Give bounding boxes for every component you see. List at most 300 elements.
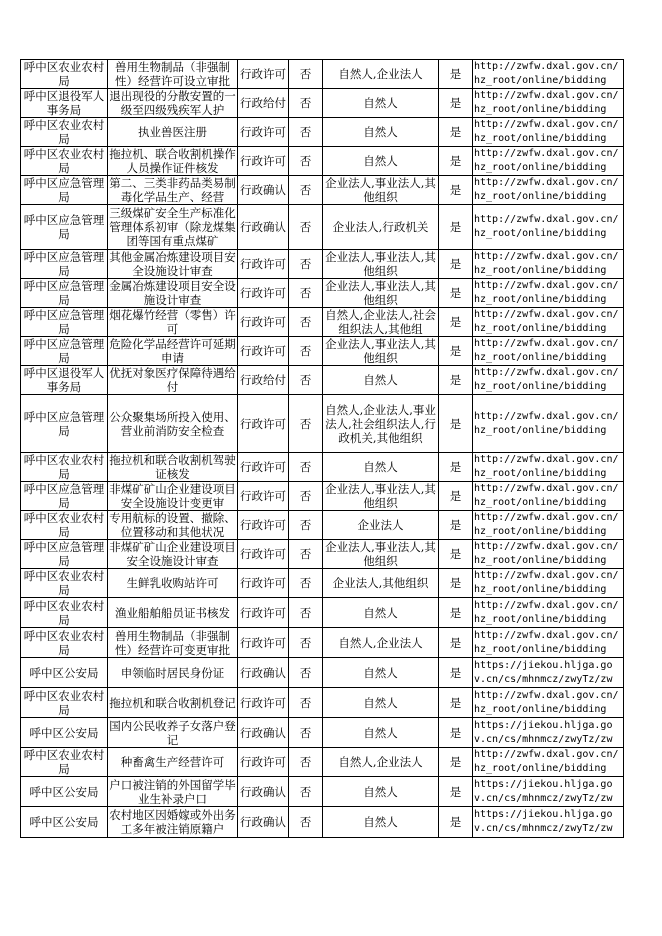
department-cell-text: 呼中区公安局 [29,784,99,799]
service-subject-cell-text: 企业法人,事业法人,其他组织 [325,540,436,568]
department-cell [21,807,108,838]
service-subject-cell [323,366,439,395]
link-cell-text: http://zwfw.dxal.gov.cn/hz_root/online/bidding [474,541,619,566]
service-item-cell [108,279,238,308]
department-cell-text: 呼中区应急管理局 [23,482,105,510]
online-cell-text: 是 [449,755,462,769]
service-subject-cell-text: 自然人 [363,460,398,474]
flag-cell [289,366,323,395]
link-cell[interactable] [473,718,624,748]
link-cell[interactable] [473,453,624,482]
flag-cell [289,176,323,205]
department-cell-text: 呼中区农业农村局 [23,60,105,88]
service-type-cell [238,569,289,598]
service-item-cell [108,540,238,569]
table-row [21,89,624,118]
flag-cell [289,807,323,838]
flag-cell [289,569,323,598]
service-type-cell [238,176,289,205]
service-type-cell-text: 行政许可 [240,460,286,474]
online-cell-text: 是 [449,183,462,197]
service-type-cell [238,118,289,147]
online-cell [439,176,473,205]
service-subject-cell [323,569,439,598]
flag-cell [289,598,323,628]
online-cell [439,628,473,658]
department-cell-text: 呼中区农业农村局 [23,628,105,657]
department-cell [21,598,108,628]
flag-cell-text: 否 [299,665,312,680]
online-cell [439,807,473,838]
online-cell-text: 是 [449,547,462,561]
online-cell [439,60,473,89]
service-subject-cell-text: 自然人 [363,784,398,799]
flag-cell-text: 否 [299,373,312,387]
link-cell[interactable] [473,598,624,628]
service-item-cell-text: 渔业船舶船员证书核发 [115,605,230,620]
flag-cell [289,395,323,453]
service-item-cell [108,569,238,598]
service-item-cell [108,658,238,688]
online-cell-text: 是 [449,315,462,329]
service-item-cell-text: 农村地区因婚嫁或外出务工多年被注销原籍户 [109,808,236,836]
service-item-cell [108,366,238,395]
online-cell-text: 是 [449,257,462,271]
service-type-cell [238,453,289,482]
service-type-cell-text: 行政许可 [240,67,286,81]
flag-cell-text: 否 [299,286,312,300]
flag-cell-text: 否 [299,416,312,431]
service-subject-cell-text: 自然人,企业法人 [338,635,423,650]
department-cell [21,279,108,308]
online-cell-text: 是 [449,695,462,710]
service-subject-cell [323,308,439,337]
table-row [21,511,624,540]
link-cell[interactable] [473,118,624,147]
service-subject-cell [323,60,439,89]
department-cell-text: 呼中区应急管理局 [23,337,105,365]
service-type-cell [238,279,289,308]
department-cell [21,250,108,279]
link-cell-text: https://jiekou.hljga.gov.cn/cs/mhnmcz/zwyTz/zw [474,809,613,834]
service-type-cell [238,205,289,250]
service-type-cell-text: 行政确认 [240,220,286,234]
service-item-cell [108,147,238,176]
service-subject-cell-text: 自然人 [363,605,398,620]
link-cell-text: http://zwfw.dxal.gov.cn/hz_root/online/bidding [474,90,619,115]
table-row [21,118,624,147]
table-row [21,482,624,511]
service-subject-cell [323,205,439,250]
department-cell [21,569,108,598]
online-cell-text: 是 [449,220,462,234]
department-cell-text: 呼中区应急管理局 [23,540,105,568]
table-row [21,807,624,838]
service-type-cell-text: 行政许可 [240,416,286,431]
service-type-cell [238,748,289,777]
service-subject-cell-text: 企业法人,行政机关 [332,220,429,234]
link-cell[interactable] [473,569,624,598]
service-item-cell [108,118,238,147]
link-cell-text: http://zwfw.dxal.gov.cn/hz_root/online/bidding [474,483,619,508]
flag-cell [289,688,323,718]
link-cell[interactable] [473,308,624,337]
service-item-cell-text: 烟花爆竹经营（零售）许可 [109,308,236,336]
flag-cell [289,748,323,777]
service-type-cell [238,337,289,366]
online-cell [439,718,473,748]
service-subject-cell-text: 自然人,企业法人 [338,67,423,81]
table-row [21,540,624,569]
link-cell[interactable] [473,628,624,658]
online-cell [439,453,473,482]
flag-cell-text: 否 [299,489,312,503]
department-cell-text: 呼中区农业农村局 [23,511,105,539]
service-item-cell-text: 户口被注销的外国留学毕业生补录户口 [109,777,236,806]
link-cell[interactable] [473,250,624,279]
flag-cell [289,718,323,748]
link-cell[interactable] [473,60,624,89]
service-type-cell-text: 行政确认 [240,725,286,740]
service-type-cell-text: 行政确认 [240,665,286,680]
department-cell [21,453,108,482]
service-item-cell-text: 非煤矿矿山企业建设项目安全设施设计变更审 [109,482,236,510]
department-cell-text: 呼中区应急管理局 [23,409,105,438]
service-subject-cell [323,718,439,748]
service-item-cell-text: 三级煤矿安全生产标准化管理体系初审（除龙煤集团等国有重点煤矿 [109,206,236,248]
department-cell [21,89,108,118]
department-cell [21,688,108,718]
department-cell-text: 呼中区农业农村局 [23,569,105,597]
flag-cell-text: 否 [299,96,312,110]
flag-cell-text: 否 [299,576,312,590]
department-cell-text: 呼中区农业农村局 [23,598,105,627]
online-cell-text: 是 [449,576,462,590]
service-type-cell [238,308,289,337]
service-type-cell [238,807,289,838]
link-cell[interactable] [473,658,624,688]
service-item-cell [108,511,238,540]
department-cell-text: 呼中区应急管理局 [23,279,105,307]
flag-cell [289,511,323,540]
flag-cell [289,482,323,511]
service-subject-cell [323,395,439,453]
online-cell [439,598,473,628]
service-item-cell-text: 其他金属冶炼建设项目安全设施设计审查 [109,250,236,278]
table-row [21,250,624,279]
service-item-cell-text: 第二、三类非药品类易制毒化学品生产、经营 [109,176,236,204]
service-type-cell-text: 行政许可 [240,547,286,561]
service-subject-cell [323,176,439,205]
service-item-cell [108,453,238,482]
flag-cell-text: 否 [299,695,312,710]
flag-cell-text: 否 [299,154,312,168]
service-item-cell [108,777,238,807]
link-cell-text: https://jiekou.hljga.gov.cn/cs/mhnmcz/zwyTz/zw [474,659,613,685]
service-subject-cell-text: 企业法人,事业法人,其他组织 [325,482,436,510]
link-cell-text: http://zwfw.dxal.gov.cn/hz_root/online/bidding [474,119,619,144]
service-subject-cell [323,777,439,807]
online-cell-text: 是 [449,416,462,431]
online-cell [439,279,473,308]
service-type-cell-text: 行政许可 [240,576,286,590]
department-cell [21,147,108,176]
online-cell [439,147,473,176]
flag-cell [289,118,323,147]
department-cell-text: 呼中区公安局 [29,815,99,829]
table-row [21,628,624,658]
table-row [21,688,624,718]
service-item-cell [108,176,238,205]
department-cell [21,337,108,366]
service-subject-cell [323,482,439,511]
service-type-cell [238,658,289,688]
online-cell [439,482,473,511]
service-type-cell [238,89,289,118]
service-item-cell-text: 拖拉机、联合收割机操作人员操作证件核发 [109,147,236,175]
service-type-cell [238,366,289,395]
flag-cell [289,337,323,366]
department-cell [21,366,108,395]
service-type-cell [238,628,289,658]
online-cell [439,511,473,540]
online-cell-text: 是 [449,518,462,532]
link-cell[interactable] [473,337,624,366]
service-subject-cell-text: 企业法人,事业法人,其他组织 [325,337,436,365]
flag-cell-text: 否 [299,220,312,234]
service-type-cell-text: 行政确认 [240,183,286,197]
service-subject-cell [323,807,439,838]
online-cell [439,366,473,395]
link-cell[interactable] [473,89,624,118]
link-cell[interactable] [473,511,624,540]
department-cell-text: 呼中区应急管理局 [23,176,105,204]
link-cell[interactable] [473,482,624,511]
department-cell-text: 呼中区公安局 [29,725,99,740]
service-subject-cell [323,748,439,777]
service-item-cell [108,718,238,748]
department-cell-text: 呼中区应急管理局 [23,213,105,241]
table-row [21,60,624,89]
service-subject-cell [323,147,439,176]
service-type-cell [238,250,289,279]
department-cell [21,205,108,250]
flag-cell [289,658,323,688]
service-type-cell-text: 行政给付 [240,96,286,110]
service-subject-cell-text: 企业法人 [357,518,404,532]
flag-cell-text: 否 [299,605,312,620]
service-subject-cell [323,453,439,482]
table-row [21,205,624,250]
online-cell-text: 是 [449,125,462,139]
table-row [21,337,624,366]
online-cell-text: 是 [449,815,462,829]
flag-cell-text: 否 [299,815,312,829]
link-cell-text: http://zwfw.dxal.gov.cn/hz_root/online/bidding [474,177,619,202]
table-row [21,176,624,205]
flag-cell-text: 否 [299,183,312,197]
service-item-cell [108,337,238,366]
service-subject-cell-text: 自然人 [363,154,398,168]
link-cell[interactable] [473,395,624,453]
table-row [21,279,624,308]
department-cell-text: 呼中区农业农村局 [23,688,105,717]
service-type-cell-text: 行政许可 [240,257,286,271]
service-subject-cell-text: 自然人 [363,815,398,829]
service-subject-cell-text: 自然人 [363,125,398,139]
link-cell[interactable] [473,147,624,176]
service-type-cell [238,540,289,569]
service-subject-cell [323,337,439,366]
link-cell-text: http://zwfw.dxal.gov.cn/hz_root/online/bidding [474,61,619,86]
online-cell-text: 是 [449,344,462,358]
service-item-cell [108,205,238,250]
online-cell-text: 是 [449,460,462,474]
service-type-cell-text: 行政确认 [240,784,286,799]
service-type-cell [238,482,289,511]
service-item-cell [108,598,238,628]
service-type-cell-text: 行政许可 [240,755,286,769]
service-subject-cell-text: 企业法人,事业法人,其他组织 [325,279,436,307]
online-cell [439,540,473,569]
service-subject-cell-text: 自然人 [363,373,398,387]
table-row [21,748,624,777]
link-cell-text: https://jiekou.hljga.gov.cn/cs/mhnmcz/zwyTz/zw [474,778,613,804]
flag-cell [289,540,323,569]
service-subject-cell-text: 企业法人,事业法人,其他组织 [325,176,436,204]
table-row [21,308,624,337]
flag-cell-text: 否 [299,460,312,474]
service-type-cell [238,718,289,748]
service-type-cell [238,777,289,807]
service-type-cell-text: 行政许可 [240,125,286,139]
service-item-cell-text: 兽用生物制品（非强制性）经营许可设立审批 [115,60,230,88]
service-subject-cell-text: 自然人 [363,665,398,680]
link-cell[interactable] [473,176,624,205]
service-type-cell-text: 行政许可 [240,518,286,532]
service-item-cell [108,395,238,453]
flag-cell-text: 否 [299,635,312,650]
department-cell [21,658,108,688]
service-type-cell-text: 行政给付 [240,373,286,387]
service-item-cell [108,482,238,511]
service-type-cell [238,598,289,628]
flag-cell-text: 否 [299,257,312,271]
online-cell-text: 是 [449,605,462,620]
service-type-cell-text: 行政许可 [240,286,286,300]
link-cell[interactable] [473,205,624,250]
link-cell-text: http://zwfw.dxal.gov.cn/hz_root/online/bidding [474,689,619,715]
link-cell-text: http://zwfw.dxal.gov.cn/hz_root/online/bidding [474,309,619,334]
online-cell-text: 是 [449,489,462,503]
service-subject-cell [323,511,439,540]
online-cell [439,337,473,366]
link-cell[interactable] [473,777,624,807]
flag-cell-text: 否 [299,755,312,769]
department-cell [21,482,108,511]
online-cell [439,395,473,453]
online-cell [439,748,473,777]
online-cell-text: 是 [449,286,462,300]
service-item-cell-text: 种畜禽生产经营许可 [120,755,225,769]
online-cell-text: 是 [449,373,462,387]
online-cell [439,118,473,147]
table-row [21,366,624,395]
service-type-cell-text: 行政许可 [240,605,286,620]
service-subject-cell-text: 自然人,企业法人,社会组织法人,其他组 [325,308,436,336]
flag-cell [289,60,323,89]
service-item-cell-text: 公众聚集场所投入使用、营业前消防安全检查 [109,409,236,438]
service-subject-cell-text: 企业法人,事业法人,其他组织 [325,250,436,278]
online-cell [439,688,473,718]
department-cell-text: 呼中区退役军人事务局 [23,366,105,394]
service-subject-cell-text: 自然人 [363,96,398,110]
department-cell-text: 呼中区农业农村局 [23,748,105,776]
department-cell [21,118,108,147]
service-subject-cell-text: 企业法人,其他组织 [332,576,429,590]
service-subject-cell [323,658,439,688]
department-cell-text: 呼中区农业农村局 [23,453,105,481]
flag-cell-text: 否 [299,315,312,329]
link-cell-text: http://zwfw.dxal.gov.cn/hz_root/online/bidding [474,454,619,479]
link-cell[interactable] [473,807,624,838]
service-item-cell-text: 金属冶炼建设项目安全设施设计审查 [109,279,236,307]
flag-cell [289,453,323,482]
online-cell-text: 是 [449,67,462,81]
service-item-cell [108,748,238,777]
link-cell[interactable] [473,748,624,777]
service-type-cell-text: 行政许可 [240,344,286,358]
link-cell[interactable] [473,366,624,395]
service-item-cell-text: 危险化学品经营许可延期申请 [109,337,236,365]
service-subject-cell-text: 自然人 [363,725,398,740]
link-cell-text: http://zwfw.dxal.gov.cn/hz_root/online/bidding [474,749,619,774]
flag-cell [289,279,323,308]
department-cell [21,748,108,777]
service-type-cell [238,395,289,453]
service-subject-cell [323,628,439,658]
service-item-cell-text: 拖拉机和联合收割机登记 [109,695,236,710]
service-subject-cell-text: 自然人,企业法人,事业法人,社会组织法人,行政机关,其他组织 [325,402,436,445]
online-cell-text: 是 [449,96,462,110]
department-cell [21,395,108,453]
service-item-cell-text: 退出现役的分散安置的一级至四级残疾军人护 [109,89,236,117]
service-type-cell [238,688,289,718]
link-cell-text: http://zwfw.dxal.gov.cn/hz_root/online/bidding [474,629,619,655]
service-item-cell-text: 兽用生物制品（非强制性）经营许可变更审批 [115,628,230,657]
flag-cell [289,205,323,250]
service-type-cell-text: 行政许可 [240,315,286,329]
department-cell-text: 呼中区应急管理局 [23,250,105,278]
online-cell-text: 是 [449,154,462,168]
service-subject-cell [323,279,439,308]
service-type-cell-text: 行政许可 [240,695,286,710]
online-cell [439,250,473,279]
link-cell[interactable] [473,688,624,718]
link-cell-text: http://zwfw.dxal.gov.cn/hz_root/online/bidding [474,251,619,276]
flag-cell-text: 否 [299,125,312,139]
link-cell[interactable] [473,279,624,308]
service-type-cell-text: 行政许可 [240,489,286,503]
department-cell-text: 呼中区农业农村局 [23,118,105,146]
service-subject-cell [323,118,439,147]
table-row [21,395,624,453]
link-cell[interactable] [473,540,624,569]
flag-cell [289,250,323,279]
table-row [21,453,624,482]
flag-cell-text: 否 [299,725,312,740]
department-cell [21,718,108,748]
